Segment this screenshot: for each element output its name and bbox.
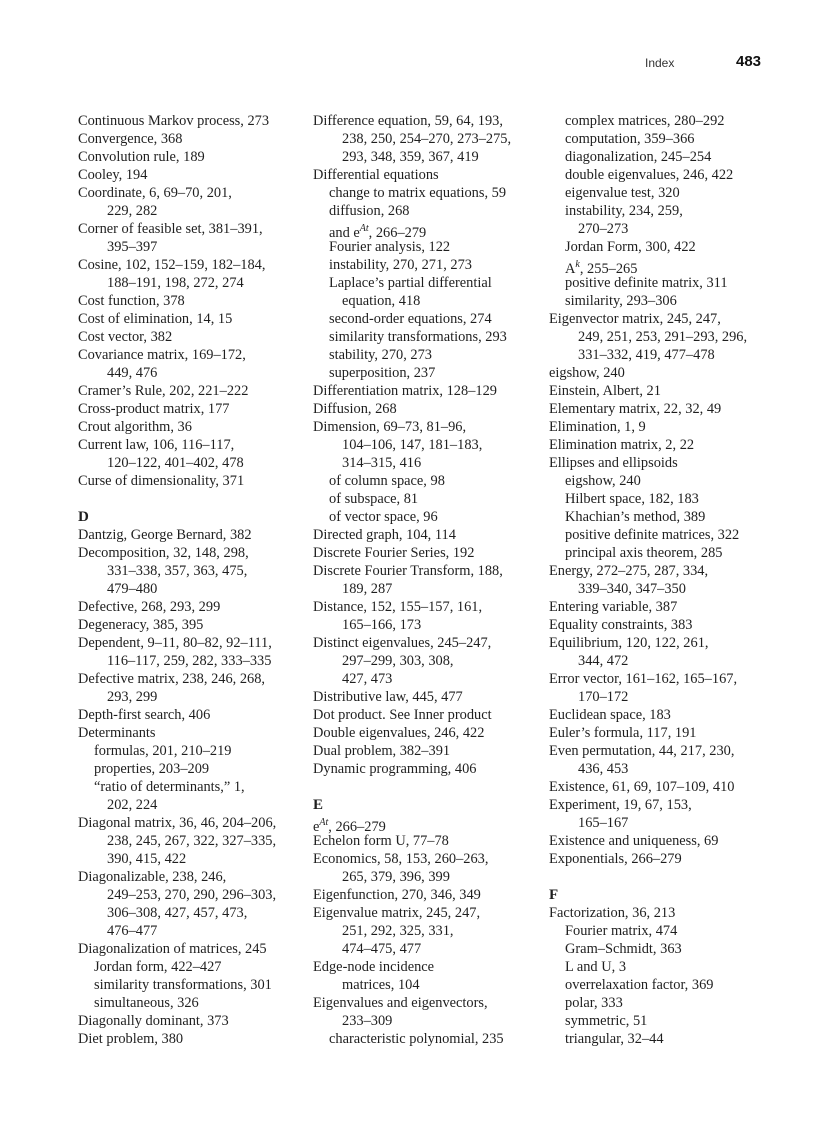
index-column-1: [78, 112, 308, 1048]
index-subentry: double eigenvalues, 246, 422: [565, 167, 734, 183]
index-entry: Determinants: [78, 725, 156, 741]
index-entry-continuation: 116–117, 259, 282, 333–335: [107, 653, 272, 669]
index-entry: Defective matrix, 238, 246, 268,: [78, 671, 266, 687]
section-letter: E: [313, 797, 324, 813]
index-entry: Dynamic programming, 406: [313, 761, 477, 777]
index-entry-continuation: 395–397: [107, 239, 158, 255]
index-entry: Even permutation, 44, 217, 230,: [549, 743, 735, 759]
index-entry-continuation: 314–315, 416: [342, 455, 422, 471]
index-entry: Dual problem, 382–391: [313, 743, 451, 759]
index-entry: Dimension, 69–73, 81–96,: [313, 419, 467, 435]
index-subentry: instability, 234, 259,: [565, 203, 683, 219]
index-subentry: positive definite matrix, 311: [565, 275, 728, 291]
index-entry: Euclidean space, 183: [549, 707, 671, 723]
index-subentry: eigshow, 240: [565, 473, 641, 489]
index-entry: Differential equations: [313, 167, 439, 183]
index-entry: Eigenvalues and eigenvectors,: [313, 995, 488, 1011]
index-entry: Factorization, 36, 213: [549, 905, 676, 921]
index-entry: Covariance matrix, 169–172,: [78, 347, 246, 363]
index-subentry: “ratio of determinants,” 1,: [94, 779, 245, 795]
index-entry: Dot product. See Inner product: [313, 707, 492, 723]
section-spacer: [78, 490, 308, 508]
index-entry-continuation: 251, 292, 325, 331,: [342, 923, 454, 939]
index-entry: Degeneracy, 385, 395: [78, 617, 204, 633]
index-subentry: Jordan Form, 300, 422: [565, 239, 696, 255]
index-entry-continuation: 233–309: [342, 1013, 393, 1029]
index-entry-continuation: 104–106, 147, 181–183,: [342, 437, 483, 453]
index-subentry: principal axis theorem, 285: [565, 545, 723, 561]
index-subentry: and $e^{At}$, 266–279: [329, 223, 427, 241]
index-entry: Error vector, 161–162, 165–167,: [549, 671, 738, 687]
index-entry-continuation: 331–332, 419, 477–478: [578, 347, 715, 363]
index-subentry: stability, 270, 273: [329, 347, 432, 363]
index-entry: Cost of elimination, 14, 15: [78, 311, 233, 327]
index-entry: Equality constraints, 383: [549, 617, 693, 633]
index-subentry: positive definite matrices, 322: [565, 527, 740, 543]
index-entry-continuation: 165–167: [578, 815, 629, 831]
index-entry-continuation: 270–273: [578, 221, 629, 237]
index-subentry: similarity, 293–306: [565, 293, 677, 309]
index-subentry: superposition, 237: [329, 365, 436, 381]
index-entry: Euler’s formula, 117, 191: [549, 725, 697, 741]
index-entry: Differentiation matrix, 128–129: [313, 383, 497, 399]
index-entry: Energy, 272–275, 287, 334,: [549, 563, 709, 579]
index-subentry: L and U, 3: [565, 959, 627, 975]
section-spacer: [313, 778, 545, 796]
index-subentry: similarity transformations, 293: [329, 329, 507, 345]
index-subentry: symmetric, 51: [565, 1013, 648, 1029]
index-entry: Cosine, 102, 152–159, 182–184,: [78, 257, 266, 273]
page-number: 483: [736, 53, 762, 70]
index-column-2: [313, 112, 545, 1048]
section-spacer: [549, 868, 789, 886]
index-entry-continuation: 474–475, 477: [342, 941, 422, 957]
index-entry: Equilibrium, 120, 122, 261,: [549, 635, 709, 651]
index-entry: Discrete Fourier Series, 192: [313, 545, 475, 561]
index-entry: Difference equation, 59, 64, 193,: [313, 113, 503, 129]
index-entry: Distributive law, 445, 477: [313, 689, 463, 705]
index-subentry: polar, 333: [565, 995, 623, 1011]
index-column-3: [549, 112, 789, 1048]
index-entry: Eigenvector matrix, 245, 247,: [549, 311, 721, 327]
index-entry-continuation: 202, 224: [107, 797, 158, 813]
index-entry: Eigenvalue matrix, 245, 247,: [313, 905, 481, 921]
index-entry-continuation: 344, 472: [578, 653, 629, 669]
index-entry: Ellipses and ellipsoids: [549, 455, 678, 471]
index-entry: Diagonalizable, 238, 246,: [78, 869, 227, 885]
index-entry-continuation: equation, 418: [342, 293, 421, 309]
index-entry: eigshow, 240: [549, 365, 625, 381]
index-subentry: complex matrices, 280–292: [565, 113, 725, 129]
index-subentry: of subspace, 81: [329, 491, 419, 507]
index-entry-continuation: 293, 348, 359, 367, 419: [342, 149, 479, 165]
index-entry: Cooley, 194: [78, 167, 148, 183]
index-subentry: $A^k$, 255–265: [565, 259, 638, 277]
index-subentry: eigenvalue test, 320: [565, 185, 680, 201]
index-subentry: Khachian’s method, 389: [565, 509, 706, 525]
index-entry: Eigenfunction, 270, 346, 349: [313, 887, 481, 903]
index-subentry: similarity transformations, 301: [94, 977, 272, 993]
index-entry-continuation: 390, 415, 422: [107, 851, 187, 867]
index-entry: Curse of dimensionality, 371: [78, 473, 245, 489]
section-letter: F: [549, 887, 559, 903]
index-subentry: diagonalization, 245–254: [565, 149, 712, 165]
index-entry-continuation: 249–253, 270, 290, 296–303,: [107, 887, 277, 903]
index-entry-continuation: 479–480: [107, 581, 158, 597]
index-entry: Diagonally dominant, 373: [78, 1013, 229, 1029]
index-entry: Double eigenvalues, 246, 422: [313, 725, 485, 741]
index-entry: Dependent, 9–11, 80–82, 92–111,: [78, 635, 272, 651]
index-entry: Defective, 268, 293, 299: [78, 599, 221, 615]
index-entry-continuation: 476–477: [107, 923, 158, 939]
index-entry: Elimination matrix, 2, 22: [549, 437, 695, 453]
index-entry: Crout algorithm, 36: [78, 419, 192, 435]
index-subentry: Fourier matrix, 474: [565, 923, 678, 939]
index-entry-continuation: 165–166, 173: [342, 617, 422, 633]
index-entry: Experiment, 19, 67, 153,: [549, 797, 692, 813]
index-subentry: of vector space, 96: [329, 509, 438, 525]
running-header-title: Index: [645, 56, 675, 70]
index-entry-continuation: 238, 250, 254–270, 273–275,: [342, 131, 512, 147]
index-entry-continuation: 331–338, 357, 363, 475,: [107, 563, 248, 579]
index-entry: Coordinate, 6, 69–70, 201,: [78, 185, 232, 201]
index-entry-continuation: 249, 251, 253, 291–293, 296,: [578, 329, 748, 345]
index-entry: Einstein, Albert, 21: [549, 383, 661, 399]
index-subentry: diffusion, 268: [329, 203, 410, 219]
index-entry: Corner of feasible set, 381–391,: [78, 221, 263, 237]
index-entry: Convergence, 368: [78, 131, 183, 147]
index-subentry: change to matrix equations, 59: [329, 185, 507, 201]
index-entry: Continuous Markov process, 273: [78, 113, 270, 129]
index-entry: Distance, 152, 155–157, 161,: [313, 599, 483, 615]
index-entry: Decomposition, 32, 148, 298,: [78, 545, 249, 561]
index-entry-continuation: 306–308, 427, 457, 473,: [107, 905, 248, 921]
index-entry: Diffusion, 268: [313, 401, 397, 417]
index-entry-continuation: 189, 287: [342, 581, 393, 597]
index-entry-continuation: matrices, 104: [342, 977, 420, 993]
index-subentry: of column space, 98: [329, 473, 445, 489]
index-entry-continuation: 120–122, 401–402, 478: [107, 455, 244, 471]
index-entry: Diagonalization of matrices, 245: [78, 941, 267, 957]
index-entry: Discrete Fourier Transform, 188,: [313, 563, 503, 579]
index-entry: Cost vector, 382: [78, 329, 173, 345]
index-entry-continuation: 293, 299: [107, 689, 158, 705]
index-entry: Cross-product matrix, 177: [78, 401, 230, 417]
index-entry-continuation: 238, 245, 267, 322, 327–335,: [107, 833, 277, 849]
index-entry: Exponentials, 266–279: [549, 851, 682, 867]
index-subentry: Laplace’s partial differential: [329, 275, 492, 291]
index-subentry: Jordan form, 422–427: [94, 959, 222, 975]
index-entry-continuation: 427, 473: [342, 671, 393, 687]
index-entry-continuation: 229, 282: [107, 203, 158, 219]
index-subentry: formulas, 201, 210–219: [94, 743, 232, 759]
index-entry: Cost function, 378: [78, 293, 185, 309]
index-subentry: triangular, 32–44: [565, 1031, 664, 1047]
index-entry: Distinct eigenvalues, 245–247,: [313, 635, 492, 651]
index-subentry: characteristic polynomial, 235: [329, 1031, 504, 1047]
index-entry-continuation: 436, 453: [578, 761, 629, 777]
index-entry: Elementary matrix, 22, 32, 49: [549, 401, 722, 417]
index-subentry: Fourier analysis, 122: [329, 239, 451, 255]
index-entry: Directed graph, 104, 114: [313, 527, 456, 543]
index-subentry: Gram–Schmidt, 363: [565, 941, 682, 957]
index-entry: Elimination, 1, 9: [549, 419, 646, 435]
index-entry: Depth-first search, 406: [78, 707, 211, 723]
index-subentry: instability, 270, 271, 273: [329, 257, 472, 273]
index-entry-continuation: 188–191, 198, 272, 274: [107, 275, 244, 291]
index-entry: Existence and uniqueness, 69: [549, 833, 719, 849]
index-entry: Echelon form U, 77–78: [313, 833, 449, 849]
index-entry: Current law, 106, 116–117,: [78, 437, 235, 453]
index-subentry: second-order equations, 274: [329, 311, 492, 327]
index-entry: Edge-node incidence: [313, 959, 435, 975]
index-entry-continuation: 170–172: [578, 689, 629, 705]
section-letter: D: [78, 509, 89, 525]
index-entry-continuation: 297–299, 303, 308,: [342, 653, 454, 669]
index-subentry: Hilbert space, 182, 183: [565, 491, 699, 507]
index-subentry: simultaneous, 326: [94, 995, 199, 1011]
index-entry: Diagonal matrix, 36, 46, 204–206,: [78, 815, 277, 831]
index-entry-continuation: 339–340, 347–350: [578, 581, 686, 597]
index-entry: Convolution rule, 189: [78, 149, 205, 165]
index-entry: Diet problem, 380: [78, 1031, 184, 1047]
index-subentry: overrelaxation factor, 369: [565, 977, 714, 993]
index-entry: $e^{At}$, 266–279: [313, 817, 386, 835]
index-entry-continuation: 265, 379, 396, 399: [342, 869, 450, 885]
index-entry: Dantzig, George Bernard, 382: [78, 527, 252, 543]
index-entry: Economics, 58, 153, 260–263,: [313, 851, 489, 867]
index-entry: Cramer’s Rule, 202, 221–222: [78, 383, 249, 399]
index-subentry: properties, 203–209: [94, 761, 210, 777]
index-entry-continuation: 449, 476: [107, 365, 158, 381]
index-entry: Existence, 61, 69, 107–109, 410: [549, 779, 735, 795]
index-entry: Entering variable, 387: [549, 599, 678, 615]
index-subentry: computation, 359–366: [565, 131, 695, 147]
